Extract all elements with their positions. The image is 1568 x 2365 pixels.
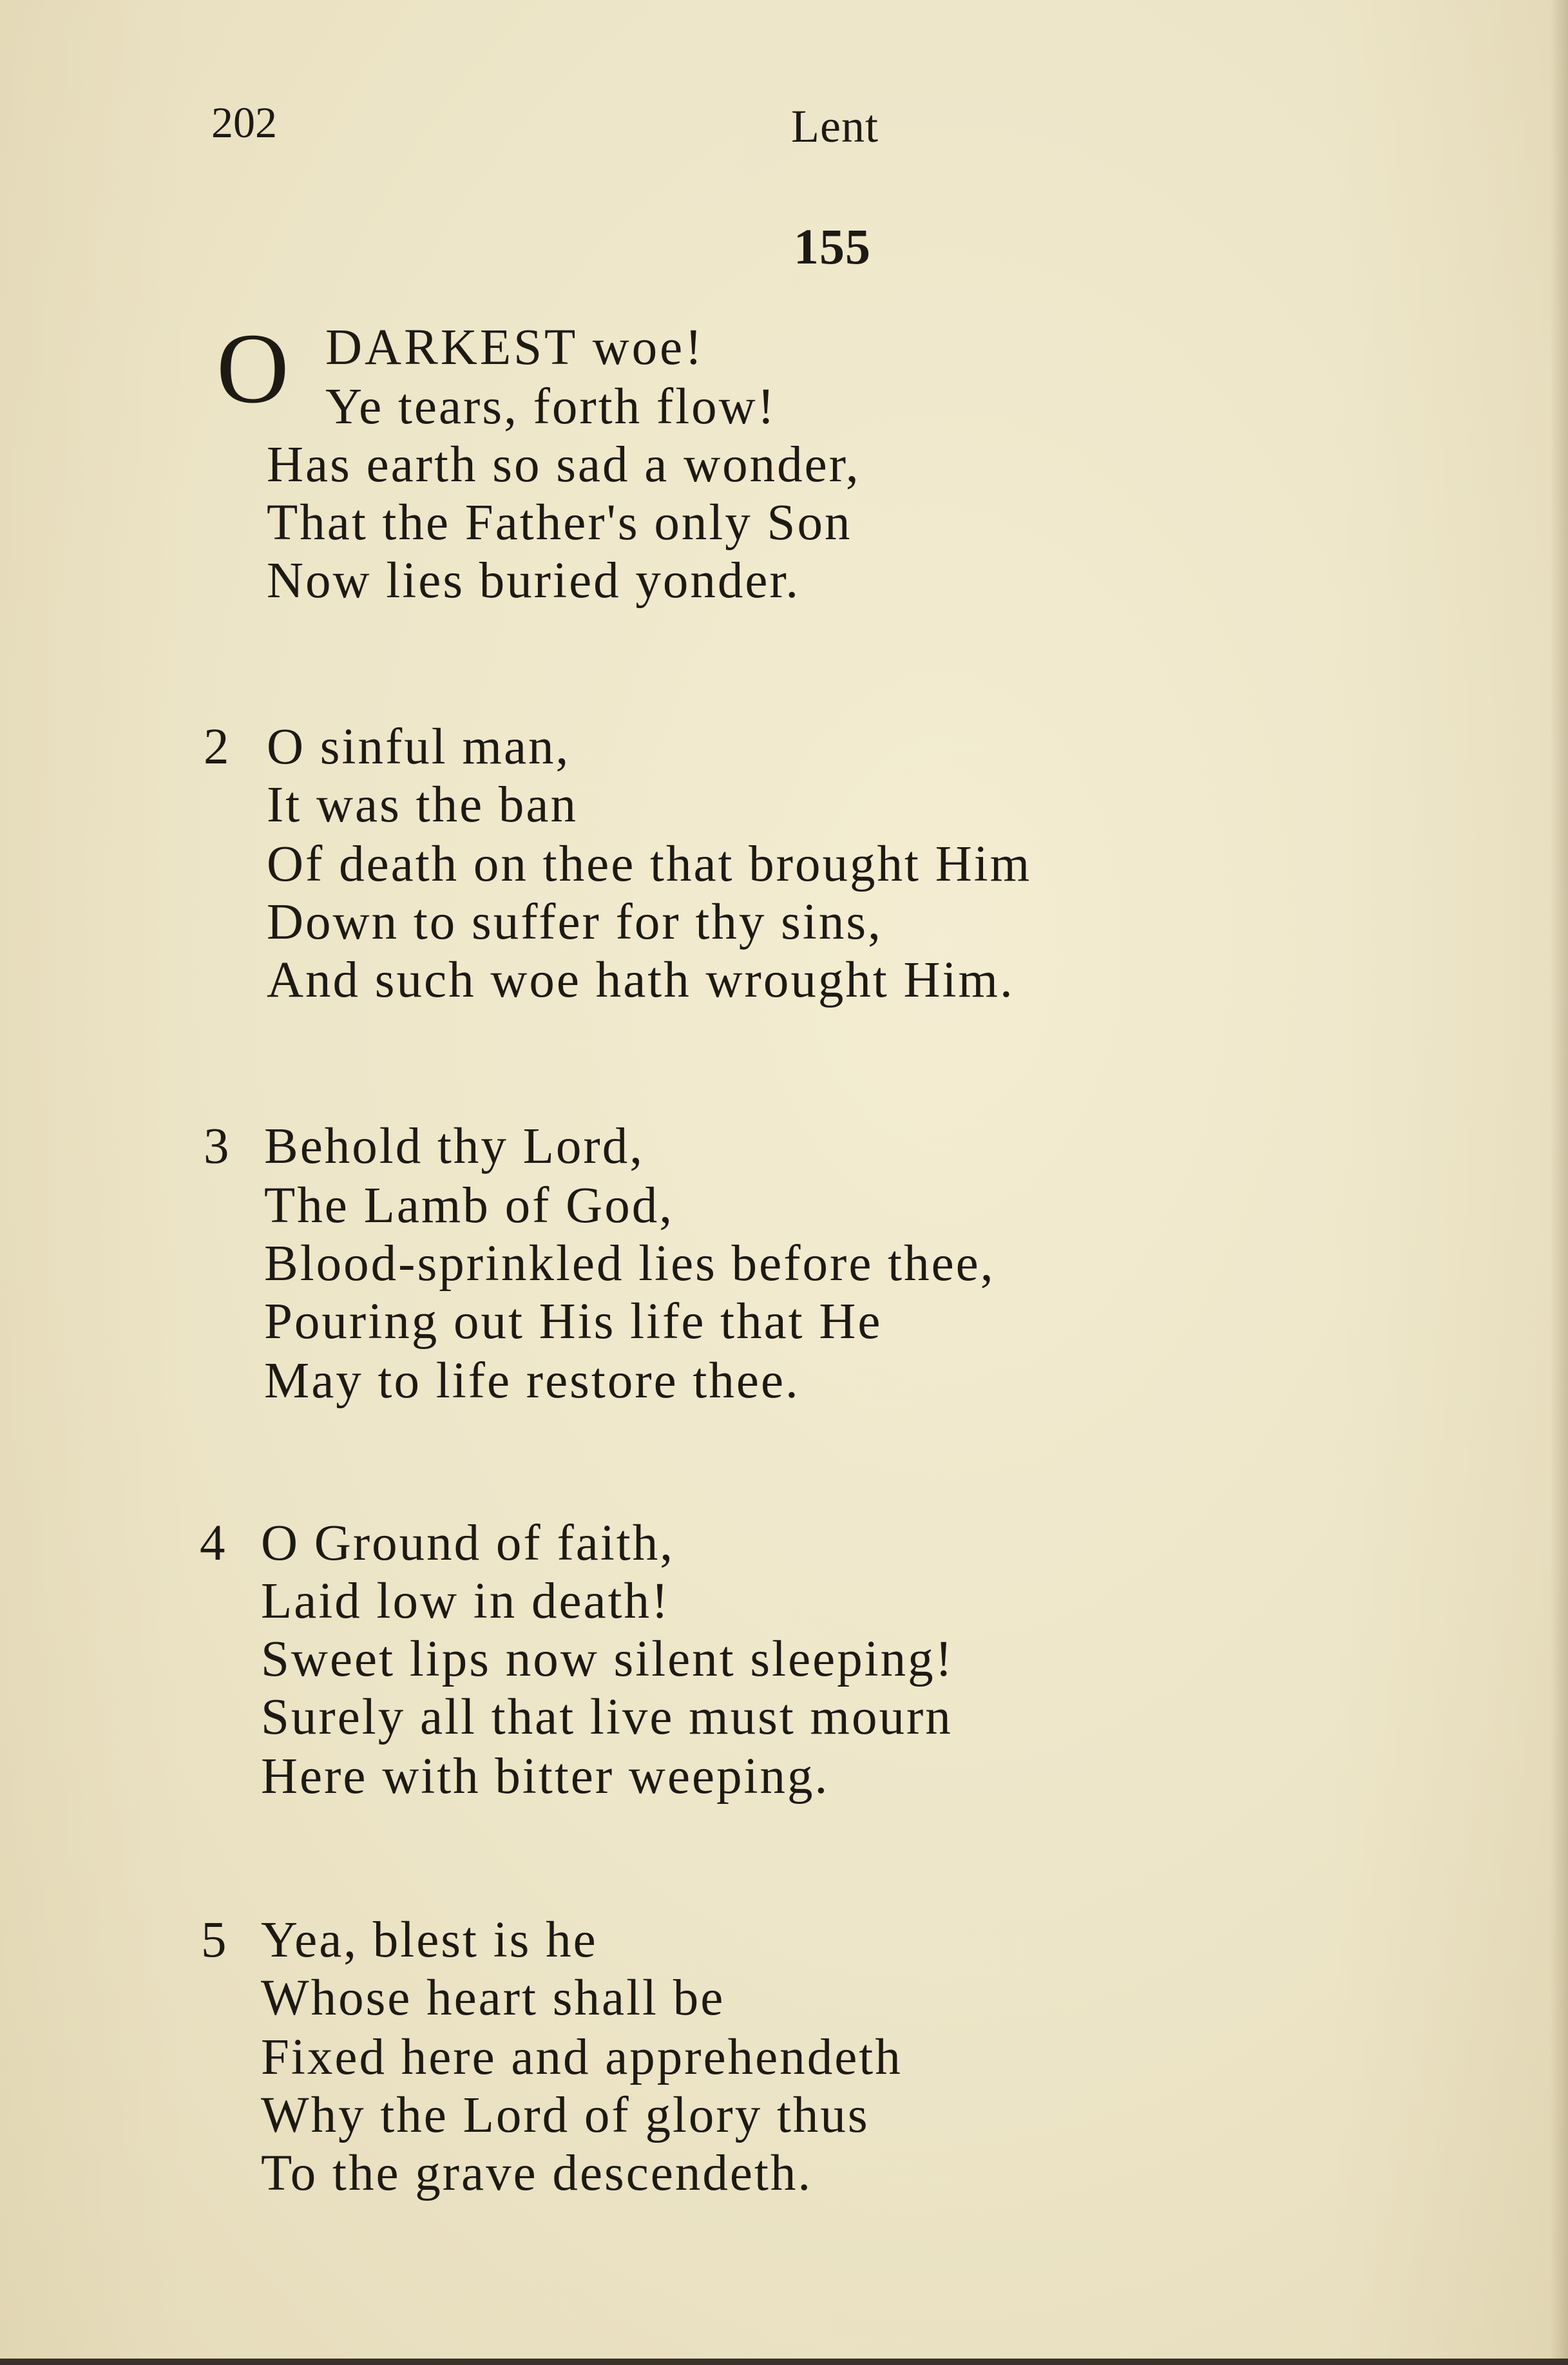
verse-3-line-1: Behold thy Lord, — [264, 1118, 644, 1174]
verse-5-line-4: Why the Lord of glory thus — [261, 2087, 870, 2143]
verse-4-line-3: Sweet lips now silent sleeping! — [261, 1631, 954, 1687]
verse-2-line-4: Down to suffer for thy sins, — [267, 894, 883, 950]
drop-cap-letter: O — [216, 312, 289, 424]
verse-2-line-2: It was the ban — [267, 777, 578, 833]
verse-1-line-5: Now lies buried yonder. — [267, 553, 801, 609]
verse-5-line-5: To the grave descendeth. — [261, 2145, 813, 2201]
verse-3-line-3: Blood-sprinkled lies before thee, — [264, 1236, 995, 1292]
verse-5-line-3: Fixed here and apprehendeth — [261, 2029, 903, 2085]
verse-1-line-3: Has earth so sad a wonder, — [267, 437, 861, 493]
verse-3-line-4: Pouring out His life that He — [264, 1294, 883, 1350]
verse-5-line-1: Yea, blest is he — [261, 1912, 598, 1968]
verse-4-line-1: O Ground of faith, — [261, 1515, 674, 1571]
page-number: 202 — [211, 98, 277, 147]
verse-3-number: 3 — [204, 1118, 229, 1174]
verse-5-number: 5 — [201, 1912, 227, 1968]
verse-1-line-4: That the Father's only Son — [267, 495, 852, 551]
verse-4-line-5: Here with bitter weeping. — [261, 1748, 830, 1805]
hymn-number: 155 — [794, 218, 871, 274]
verse-4-line-2: Laid low in death! — [261, 1573, 671, 1629]
verse-3-line-2: The Lamb of God, — [264, 1178, 674, 1234]
verse-2-line-5: And such woe hath wrought Him. — [267, 952, 1015, 1008]
verse-1-line-2: Ye tears, forth flow! — [325, 379, 777, 435]
verse-2-line-3: Of death on thee that brought Him — [267, 836, 1032, 892]
verse-2-number: 2 — [204, 719, 229, 775]
verse-4-line-4: Surely all that live must mourn — [261, 1689, 953, 1745]
verse-5-line-2: Whose heart shall be — [261, 1970, 725, 2026]
page-bottom-edge — [0, 2359, 1568, 2365]
running-header-title: Lent — [791, 101, 879, 152]
verse-1-line-1: DARKEST woe! — [325, 320, 705, 376]
page-edge-shadow — [1550, 0, 1568, 2365]
verse-4-number: 4 — [200, 1515, 225, 1571]
verse-2-line-1: O sinful man, — [267, 719, 571, 775]
verse-3-line-5: May to life restore thee. — [264, 1353, 800, 1409]
